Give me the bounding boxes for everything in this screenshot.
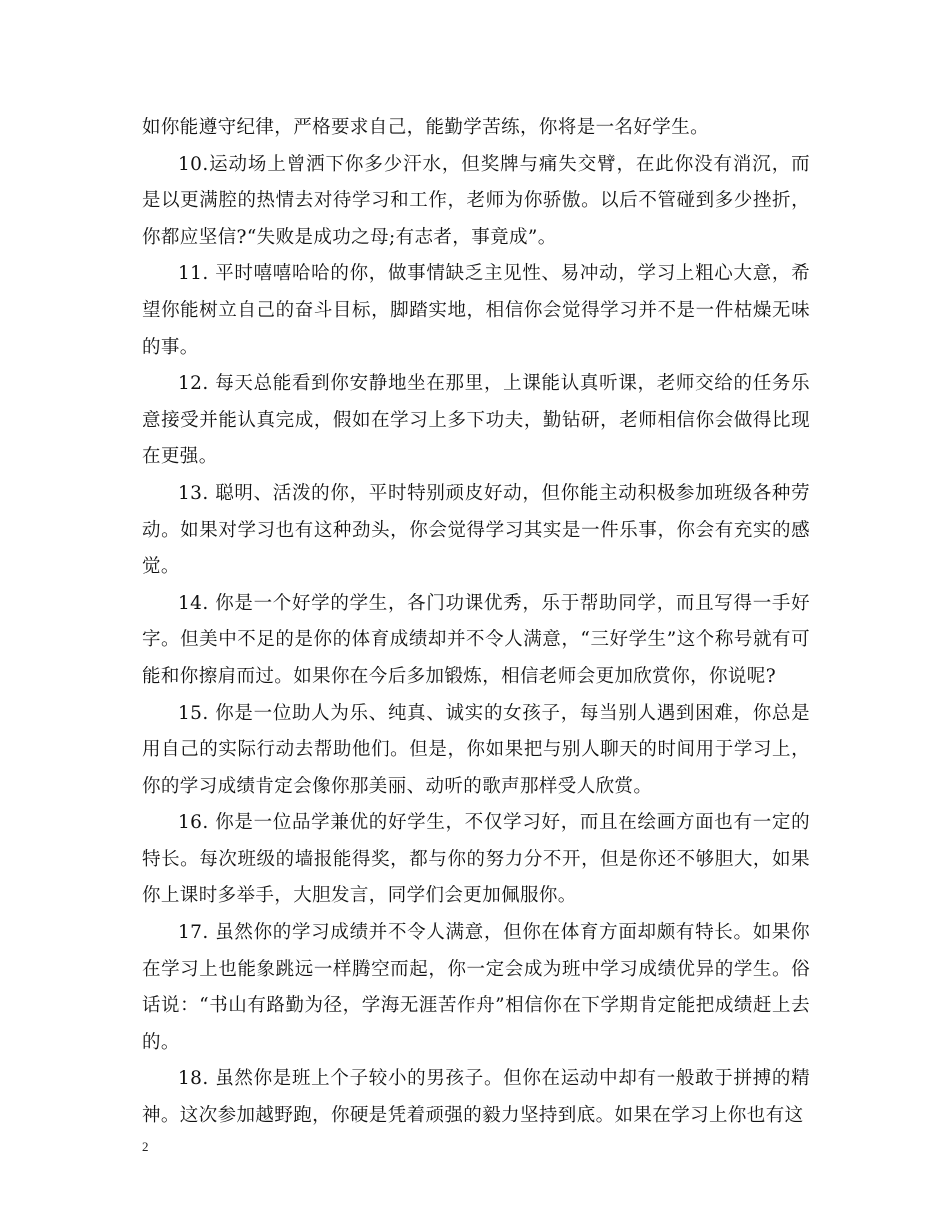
paragraph-comment-13: 13. 聪明、活泼的你，平时特别顽皮好动，但你能主动积极参加班级各种劳动。如果对学习也有这种劲头，你会觉得学习其实是一件乐事，你会有充实的感觉。 xyxy=(142,482,810,578)
page-number: 2 xyxy=(142,1139,149,1154)
paragraph-comment-14: 14. 你是一个好学的学生，各门功课优秀，乐于帮助同学，而且写得一手好字。但美中不足的是你的体育成绩却并不令人满意，“三好学生”这个称号就有可能和你擦肩而过。如果你在今后多加锻炼，相信老师会更加欣赏你，你说呢? xyxy=(142,592,810,687)
paragraph-comment-11: 11. 平时嘻嘻哈哈的你，做事情缺乏主见性、易冲动，学习上粗心大意，希望你能树立自己的奋斗目标，脚踏实地，相信你会觉得学习并不是一件枯燥无味的事。 xyxy=(142,263,810,358)
paragraph-comment-15: 15. 你是一位助人为乐、纯真、诚实的女孩子，每当别人遇到困难，你总是用自己的实际行动去帮助他们。但是，你如果把与别人聊天的时间用于学习上，你的学习成绩肯定会像你那美丽、动听的歌声那样受人欣赏。 xyxy=(142,702,810,797)
paragraph-comment-16: 16. 你是一位品学兼优的好学生，不仅学习好，而且在绘画方面也有一定的特长。每次班级的墙报能得奖，都与你的努力分不开，但是你还不够胆大，如果你上课时多举手，大胆发言，同学们会更加佩服你。 xyxy=(142,812,810,907)
paragraph-comment-10: 10.运动场上曾洒下你多少汗水，但奖牌与痛失交臂，在此你没有消沉，而是以更满腔的热情去对待学习和工作，老师为你骄傲。以后不管碰到多少挫折，你都应坚信?“失败是成功之母;有志者，事竟成”。 xyxy=(142,153,810,248)
paragraph-comment-17: 17. 虽然你的学习成绩并不令人满意，但你在体育方面却颇有特长。如果你在学习上也能象跳远一样腾空而起，你一定会成为班中学习成绩优异的学生。俗话说：“书山有路勤为径，学海无涯苦作舟”相信你在下学期肯定能把成绩赶上去的。 xyxy=(142,922,810,1053)
paragraph-comment-12: 12. 每天总能看到你安静地坐在那里，上课能认真听课，老师交给的任务乐意接受并能认真完成，假如在学习上多下功夫，勤钻研，老师相信你会做得比现在更强。 xyxy=(142,373,810,468)
paragraph-continuation: 如你能遵守纪律，严格要求自己，能勤学苦练，你将是一名好学生。 xyxy=(142,117,710,138)
paragraph-comment-18: 18. 虽然你是班上个子较小的男孩子。但你在运动中却有一般敢于拼搏的精神。这次参加越野跑，你硬是凭着顽强的毅力坚持到底。如果在学习上你也有这 xyxy=(142,1068,810,1127)
document-body xyxy=(142,110,810,1135)
